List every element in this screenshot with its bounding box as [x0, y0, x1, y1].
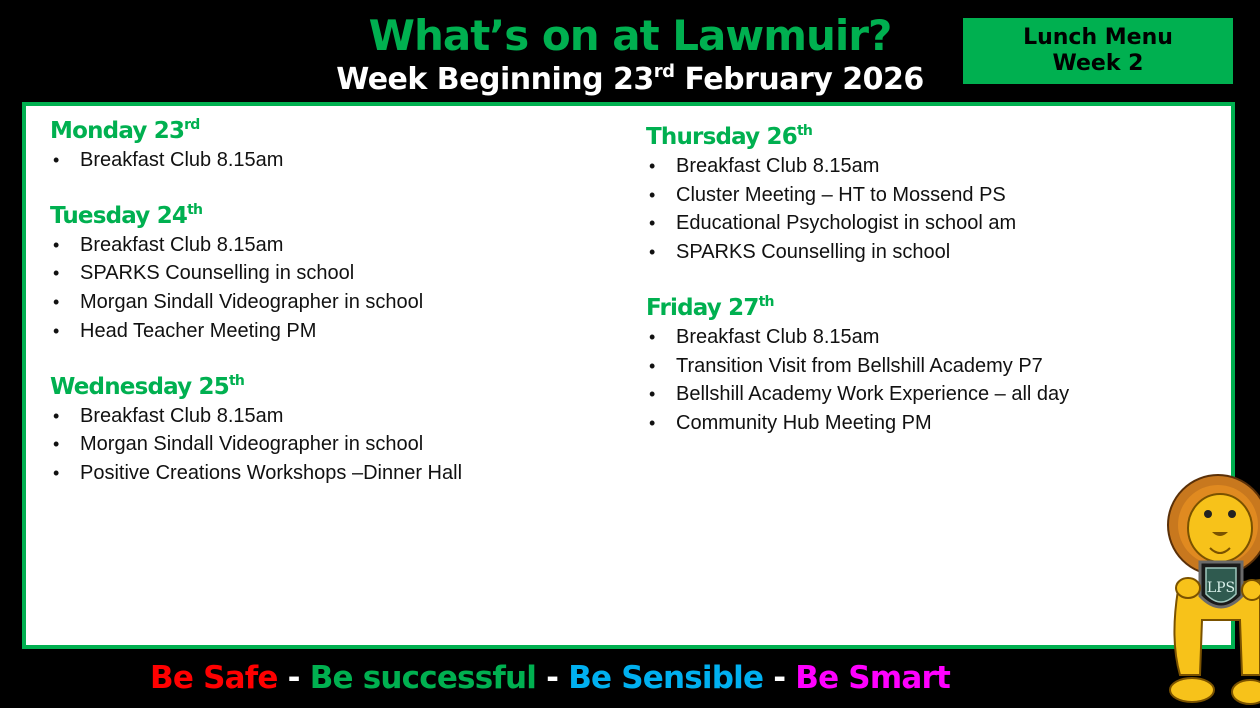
day-heading [50, 116, 610, 146]
event-item: • Transition Visit from Bellshill Academy P7 [646, 352, 1206, 381]
event-item: • Breakfast Club 8.15am [50, 231, 610, 260]
day-heading-text: Monday 23 [50, 118, 185, 144]
event-item: • Morgan Sindall Videographer in school [50, 430, 610, 459]
day-heading [50, 201, 610, 231]
events-board [22, 102, 1235, 649]
value-separator: - [277, 660, 310, 696]
day-section-wednesday [50, 372, 610, 488]
page-title: What’s on at Lawmuir? [368, 11, 892, 60]
event-list [50, 402, 610, 488]
lunch-menu-label: Lunch Menu [1023, 25, 1173, 50]
day-heading-sup: th [228, 372, 245, 389]
week-subtitle-prefix: Week Beginning 23 [336, 62, 654, 97]
day-heading-text: Friday 27 [646, 294, 759, 321]
day-heading-sup: th [187, 201, 203, 218]
event-item: • Positive Creations Workshops –Dinner Hall [50, 459, 610, 488]
event-list [646, 152, 1206, 267]
event-item: • Breakfast Club 8.15am [646, 323, 1206, 352]
week-subtitle-suffix: February 2026 [674, 62, 924, 97]
day-heading [646, 293, 1206, 323]
event-item: • Breakfast Club 8.15am [50, 146, 610, 175]
day-heading-sup: rd [184, 117, 200, 133]
day-section-friday [646, 293, 1206, 438]
lunch-menu-week: Week 2 [1052, 51, 1144, 76]
lunch-menu-button[interactable] [963, 18, 1233, 84]
day-section-tuesday [50, 201, 610, 346]
value-sensible: Be Sensible [568, 660, 764, 696]
event-item: • Morgan Sindall Videographer in school [50, 288, 610, 317]
event-item: • Community Hub Meeting PM [646, 409, 1206, 438]
day-heading-text: Thursday 26 [646, 124, 797, 150]
week-subtitle [290, 60, 970, 100]
week-subtitle-sup: rd [653, 61, 675, 82]
event-list [646, 323, 1206, 438]
day-heading-sup: th [758, 293, 774, 310]
value-safe: Be Safe [150, 660, 278, 696]
value-smart: Be Smart [795, 660, 950, 696]
events-column-left [50, 116, 610, 514]
day-heading [50, 372, 610, 402]
day-heading-sup: th [796, 123, 813, 139]
value-separator: - [763, 660, 796, 696]
value-separator: - [536, 660, 569, 696]
day-heading [646, 122, 1206, 152]
school-values-footer [0, 656, 1100, 700]
event-item: • Educational Psychologist in school am [646, 209, 1206, 238]
day-section-monday [50, 116, 610, 175]
event-item: • Breakfast Club 8.15am [50, 402, 610, 431]
event-list [50, 231, 610, 346]
event-item: • SPARKS Counselling in school [646, 238, 1206, 267]
event-item: • Cluster Meeting – HT to Mossend PS [646, 181, 1206, 210]
event-list [50, 146, 610, 175]
event-item: • Breakfast Club 8.15am [646, 152, 1206, 181]
badge-lettering: LPS [1206, 580, 1236, 596]
day-heading-text: Tuesday 24 [50, 202, 188, 229]
events-column-right [646, 122, 1206, 464]
day-section-thursday [646, 122, 1206, 267]
lion-mascot-icon [1160, 470, 1260, 708]
event-item: • SPARKS Counselling in school [50, 259, 610, 288]
event-item: • Bellshill Academy Work Experience – all day [646, 380, 1206, 409]
day-heading-text: Wednesday 25 [50, 373, 229, 400]
value-successful: Be successful [309, 660, 537, 696]
event-item: • Head Teacher Meeting PM [50, 317, 610, 346]
